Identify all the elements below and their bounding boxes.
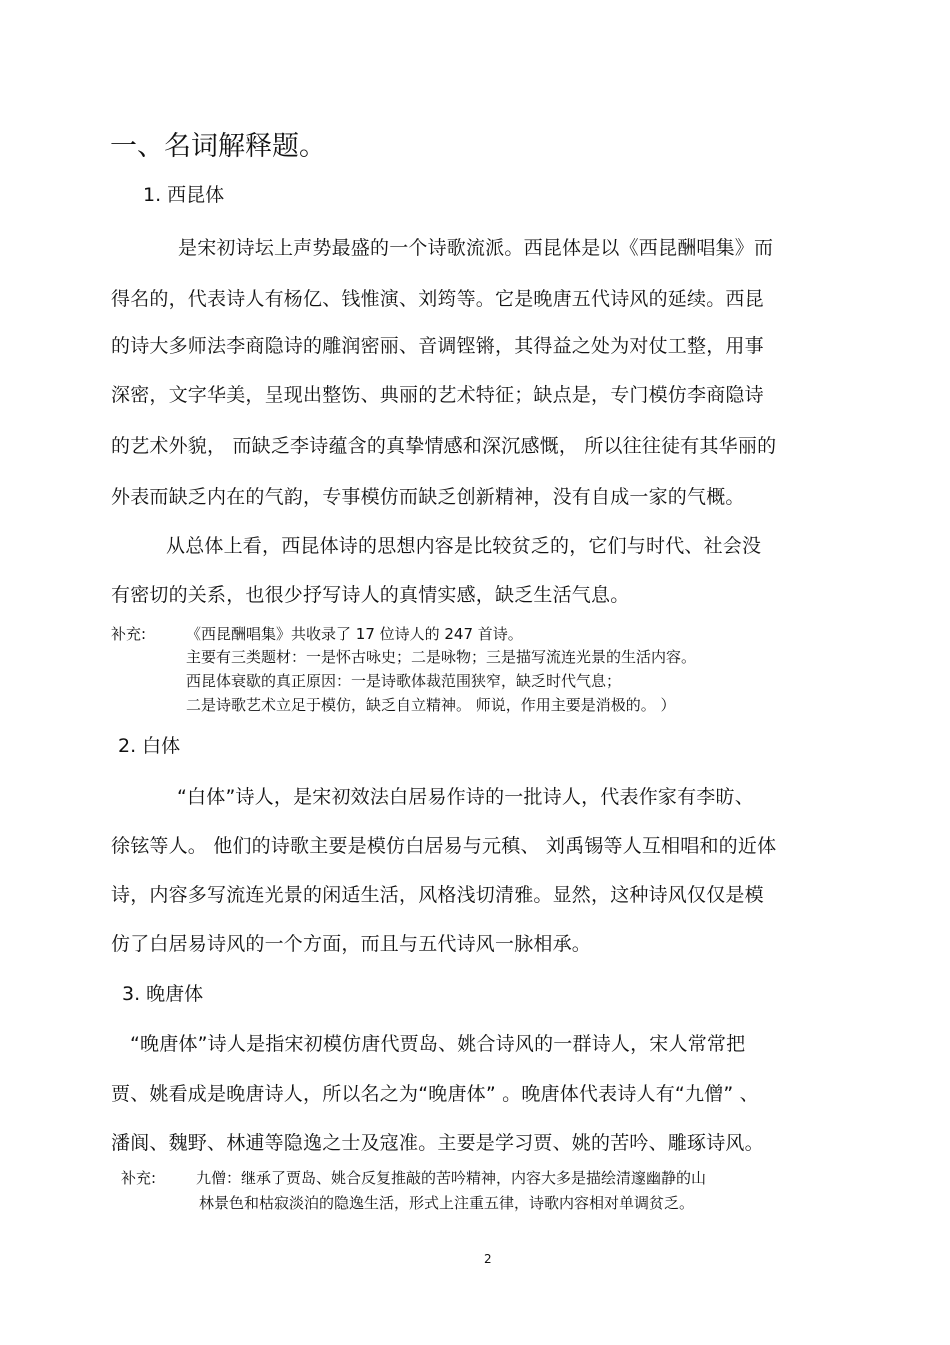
supplement-line: 二是诗歌艺术立足于模仿，缺乏自立精神。 师说，作用主要是消极的。 ）	[186, 696, 676, 714]
supplement-label: 补充:	[121, 1169, 157, 1187]
page-number: 2	[484, 1252, 492, 1266]
paragraph-line: 从总体上看，西昆体诗的思想内容是比较贫乏的，它们与时代、社会没	[166, 535, 762, 557]
supplement-line: 《西昆酬唱集》共收录了 17 位诗人的 247 首诗。	[186, 625, 523, 643]
section-title-baiti: 2. 白体	[118, 735, 181, 757]
paragraph-line: “白体”诗人，是宋初效法白居易作诗的一批诗人，代表作家有李昉、	[177, 786, 754, 808]
paragraph-line: 的艺术外貌， 而缺乏李诗蕴含的真挚情感和深沉感慨， 所以往往徒有其华丽的	[111, 435, 777, 457]
section-title-wantang: 3. 晚唐体	[122, 983, 204, 1005]
supplement-label: 补充:	[111, 625, 147, 643]
paragraph-line: 有密切的关系，也很少抒写诗人的真情实感，缺乏生活气息。	[111, 584, 630, 606]
paragraph-line: 潘阆、魏野、林逋等隐逸之士及寇准。主要是学习贾、姚的苦吟、雕琢诗风。	[111, 1132, 764, 1154]
paragraph-line: 徐铉等人。 他们的诗歌主要是模仿白居易与元稹、 刘禹锡等人互相唱和的近体	[111, 835, 777, 857]
paragraph-line: 深密，文字华美，呈现出整饬、典丽的艺术特征；缺点是，专门模仿李商隐诗	[111, 384, 764, 406]
paragraph-line: 得名的，代表诗人有杨亿、钱惟演、刘筠等。它是晚唐五代诗风的延续。西昆	[111, 288, 764, 310]
paragraph-line: 贾、姚看成是晚唐诗人，所以名之为“晚唐体” 。晚唐体代表诗人有“九僧” 、	[111, 1083, 759, 1105]
supplement-line: 林景色和枯寂淡泊的隐逸生活，形式上注重五律，诗歌内容相对单调贫乏。	[199, 1194, 695, 1212]
section-title-xikun: 1. 西昆体	[143, 184, 225, 206]
supplement-line: 西昆体衰歇的真正原因：一是诗歌体裁范围狭窄，缺乏时代气息；	[186, 672, 622, 690]
page-heading: 一、名词解释题。	[110, 131, 326, 162]
supplement-line: 九僧：继承了贾岛、姚合反复推敲的苦吟精神，内容大多是描绘清邃幽静的山	[196, 1169, 707, 1187]
paragraph-line: 的诗大多师法李商隐诗的雕润密丽、音调铿锵，其得益之处为对仗工整，用事	[111, 335, 764, 357]
paragraph-line: 外表而缺乏内在的气韵，专事模仿而缺乏创新精神，没有自成一家的气概。	[111, 486, 745, 508]
paragraph-line: “晚唐体”诗人是指宋初模仿唐代贾岛、姚合诗风的一群诗人，宋人常常把	[130, 1033, 746, 1055]
supplement-line: 主要有三类题材：一是怀古咏史；二是咏物；三是描写流连光景的生活内容。	[186, 648, 697, 666]
paragraph-line: 仿了白居易诗风的一个方面，而且与五代诗风一脉相承。	[111, 933, 592, 955]
paragraph-line: 诗，内容多写流连光景的闲适生活，风格浅切清雅。显然，这种诗风仅仅是模	[111, 884, 764, 906]
paragraph-line: 是宋初诗坛上声势最盛的一个诗歌流派。西昆体是以《西昆酬唱集》而	[178, 237, 774, 259]
